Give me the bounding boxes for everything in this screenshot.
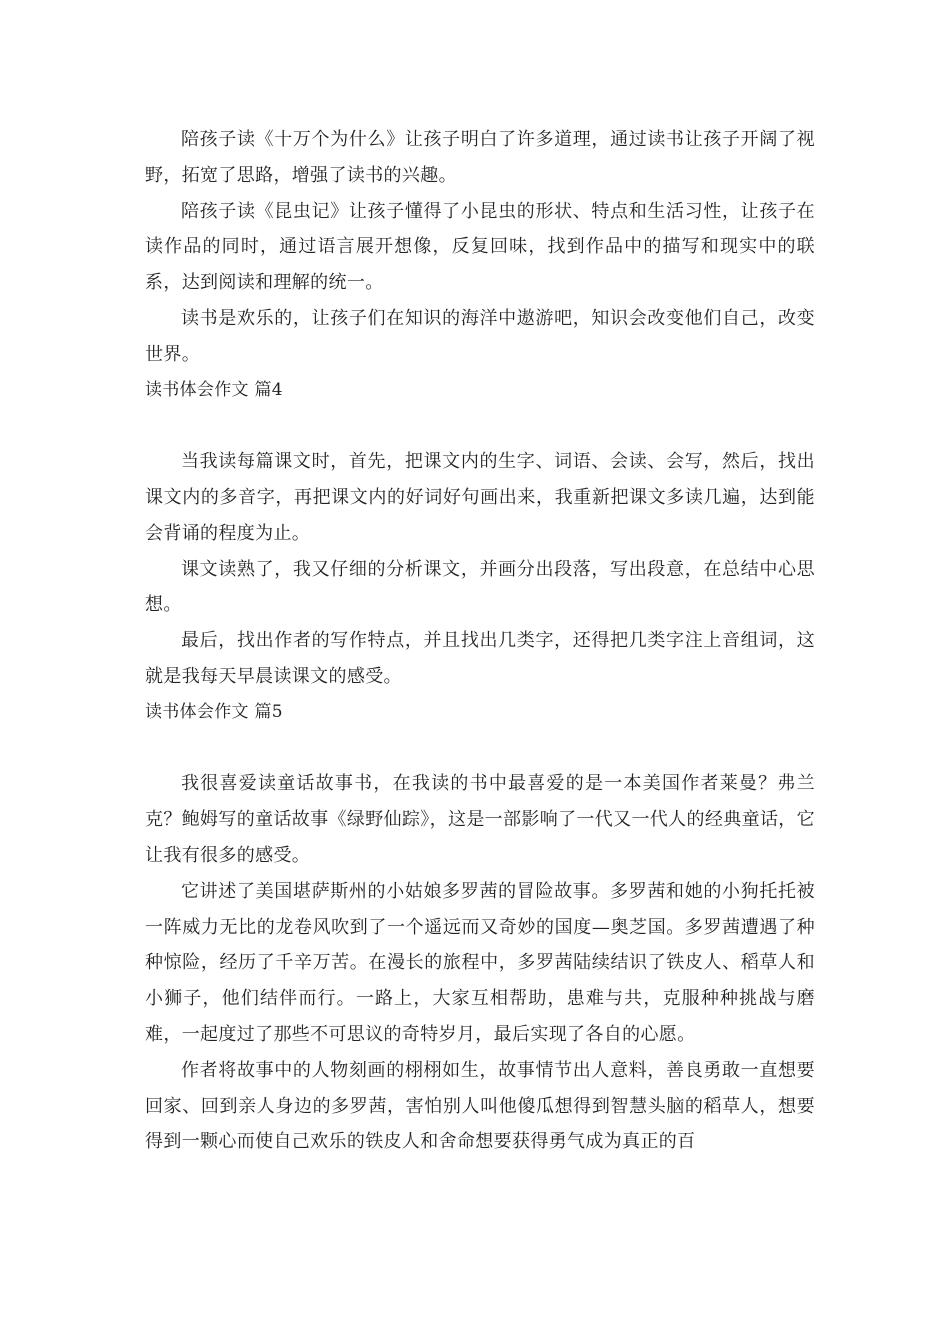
- paragraph-kewen-fenxi: 课文读熟了，我又仔细的分析课文，并画分出段落，写出段意，在总结中心思想。: [145, 558, 815, 616]
- blank-line: [145, 731, 815, 767]
- paragraph-lvye-xianzong-characters: 作者将故事中的人物刻画的栩栩如生，故事情节出人意料，善良勇敢一直想要回家、回到亲人身边的多罗茜，害怕别人叫他傻瓜想得到智慧头脑的稻草人，想要得到一颗心而使自己欢乐的铁皮人和舍命想要获得勇气成为真正的百: [145, 1059, 815, 1153]
- blank-line: [145, 408, 815, 444]
- section-heading-5: 读书体会作文 篇5: [145, 701, 283, 722]
- section-heading-4: 读书体会作文 篇4: [145, 379, 283, 400]
- paragraph-kewen-shengzi: 当我读每篇课文时，首先，把课文内的生字、词语、会读、会写，然后，找出课文内的多音字，再把课文内的好词好句画出来，我重新把课文多读几遍，达到能会背诵的程度为止。: [145, 451, 815, 544]
- paragraph-dushu-kuaile: 读书是欢乐的，让孩子们在知识的海洋中遨游吧，知识会改变他们自己，改变世界。: [145, 307, 815, 365]
- document-body: [145, 122, 815, 1160]
- paragraph-lvye-xianzong-story: 它讲述了美国堪萨斯州的小姑娘多罗茜的冒险故事。多罗茜和她的小狗托托被一阵威力无比的龙卷风吹到了一个遥远而又奇妙的国度—奥芝国。多罗茜遭遇了种种惊险，经历了千辛万苦。在漫长的旅程中，多罗茜陆续结识了铁皮人、稻草人和小狮子，他们结伴而行。一路上，大家互相帮助，患难与共，克服种种挑战与磨难，一起度过了那些不可思议的奇特岁月，最后实现了各自的心愿。: [145, 880, 815, 1045]
- paragraph-kunchong-ji: 陪孩子读《昆虫记》让孩子懂得了小昆虫的形状、特点和生活习性，让孩子在读作品的同时，通过语言展开想像，反复回味，找到作品中的描写和现实中的联系，达到阅读和理解的统一。: [145, 200, 815, 294]
- paragraph-xiezuo-tedian: 最后，找出作者的写作特点，并且找出几类字，还得把几类字注上音组词，这就是我每天早晨读课文的感受。: [145, 630, 815, 687]
- paragraph-shiwan-ge-weishenme: 陪孩子读《十万个为什么》让孩子明白了许多道理，通过读书让孩子开阔了视野，拓宽了思路，增强了读书的兴趣。: [145, 129, 815, 186]
- paragraph-lvye-xianzong-intro: 我很喜爱读童话故事书，在我读的书中最喜爱的是一本美国作者莱曼？弗兰克？鲍姆写的童话故事《绿野仙踪》，这是一部影响了一代又一代人的经典童话，它让我有很多的感受。: [145, 773, 815, 866]
